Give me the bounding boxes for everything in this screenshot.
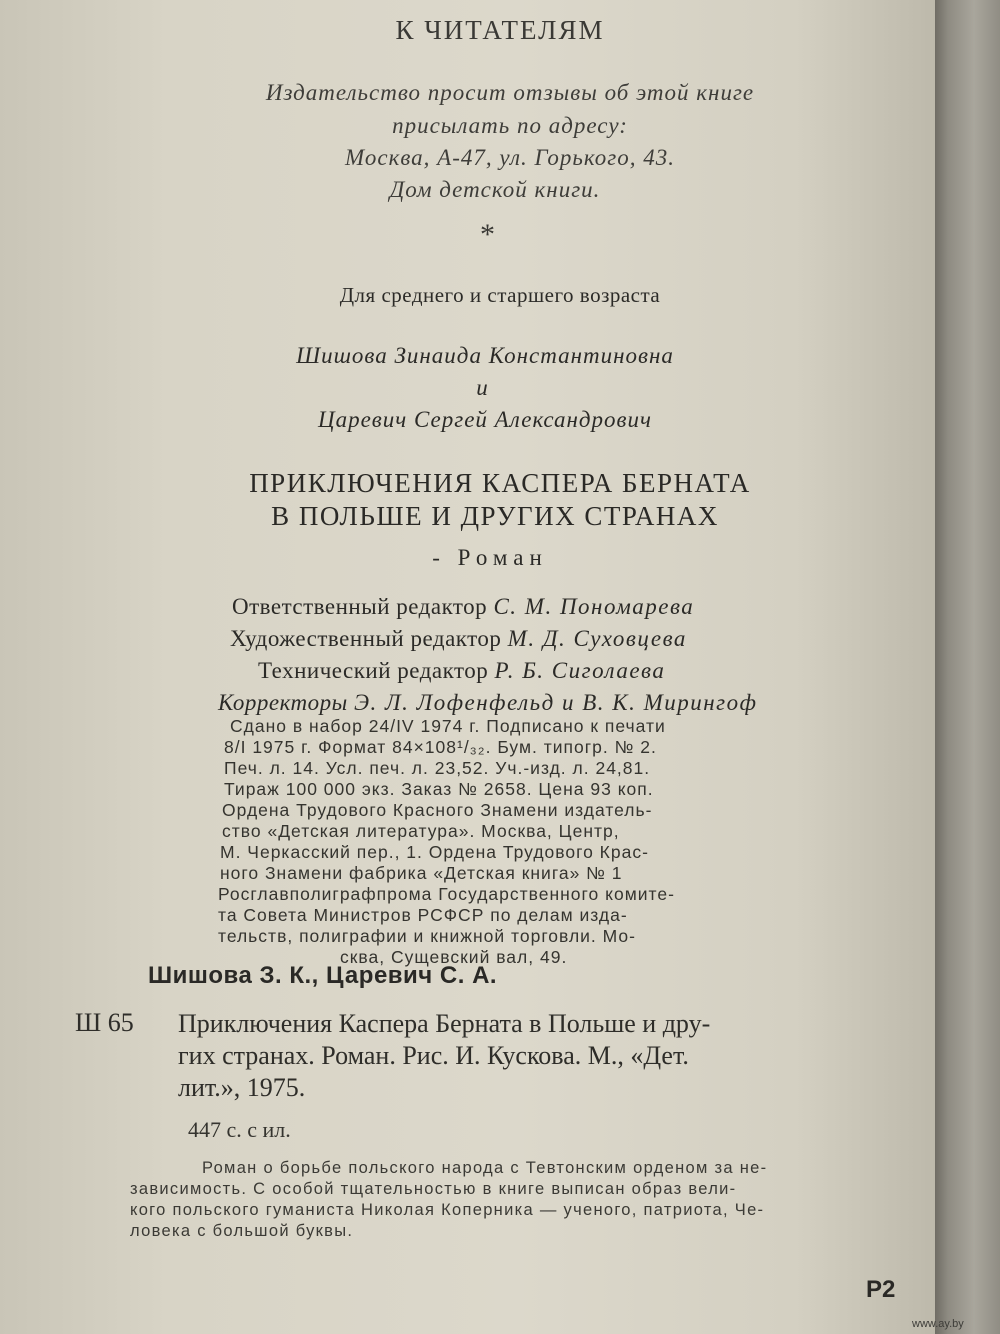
- imprint-line: Ордена Трудового Красного Знамени издатель-: [222, 800, 653, 820]
- editor-name: Э. Л. Лофенфельд и В. К. Мирингоф: [354, 690, 758, 715]
- book-spine-gutter: [935, 0, 1000, 1334]
- watermark: www.ay.by: [912, 1318, 964, 1330]
- catalog-line: лит.», 1975.: [178, 1073, 306, 1102]
- annotation-line: ловека с большой буквы.: [130, 1222, 354, 1240]
- imprint-line: Тираж 100 000 экз. Заказ № 2658. Цена 93 коп.: [224, 779, 654, 799]
- imprint-line: Печ. л. 14. Усл. печ. л. 23,52. Уч.-изд. л. 24,81.: [224, 758, 651, 778]
- author-2: Царевич Сергей Александрович: [317, 407, 653, 432]
- editor-name: Р. Б. Сиголаева: [494, 658, 666, 683]
- annotation: [130, 1158, 767, 1242]
- imprint-line: Росглавполиграфпрома Государственного комите-: [218, 884, 675, 904]
- annotation-line: зависимость. С особой тщательностью в книге выписан образ вели-: [130, 1180, 737, 1198]
- catalog-line: Приключения Каспера Берната в Польше и дру-: [178, 1009, 711, 1038]
- page-count: 447 с. с ил.: [188, 1117, 291, 1142]
- address-line-3: Москва, А-47, ул. Горького, 43.: [345, 145, 675, 170]
- editor-name: С. М. Пономарева: [493, 594, 695, 619]
- editor-art: [230, 626, 687, 652]
- editor-role: Ответственный редактор: [232, 594, 488, 619]
- imprint-line: Сдано в набор 24/IV 1974 г. Подписано к печати: [230, 716, 666, 736]
- catalog-description: [178, 1008, 710, 1104]
- annotation-line: кого польского гуманиста Николая Коперника — ученого, патриота, Че-: [130, 1201, 765, 1219]
- imprint-line: та Совета Министров РСФСР по делам изда-: [218, 905, 628, 925]
- editor-name: М. Д. Суховцева: [507, 626, 687, 651]
- author-conjunction: и: [476, 375, 489, 400]
- readers-heading: К ЧИТАТЕЛЯМ: [395, 15, 605, 45]
- annotation-line: Роман о борьбе польского народа с Тевтонским орденом за не-: [202, 1159, 768, 1177]
- print-code: Р2: [866, 1276, 896, 1303]
- address-line-2: присылать по адресу:: [392, 113, 628, 138]
- catalog-line: гих странах. Роман. Рис. И. Кускова. М., «Дет.: [178, 1041, 689, 1070]
- imprint-line: ство «Детская литература». Москва, Центр,: [222, 821, 620, 841]
- address-line-4: Дом детской книги.: [389, 177, 601, 202]
- proofreaders: [218, 690, 757, 716]
- editor-role: Корректоры: [218, 690, 348, 715]
- imprint-line: ного Знамени фабрика «Детская книга» № 1: [220, 863, 623, 883]
- catalog-authors: Шишова З. К., Царевич С. А.: [148, 962, 498, 989]
- separator-star: *: [480, 218, 495, 251]
- editor-role: Технический редактор: [258, 658, 489, 683]
- address-line-1: Издательство просит отзывы об этой книге: [265, 80, 755, 105]
- imprint-line: тельств, полиграфии и книжной торговли. Мо-: [218, 926, 636, 946]
- editor-role: Художественный редактор: [230, 626, 502, 651]
- editor-technical: [258, 658, 665, 684]
- imprint-line: сква, Сущевский вал, 49.: [340, 947, 568, 967]
- imprint-line: М. Черкасский пер., 1. Ордена Трудового Крас-: [220, 842, 649, 862]
- imprint-block: [218, 716, 675, 968]
- book-title-line-1: ПРИКЛЮЧЕНИЯ КАСПЕРА БЕРНАТА: [249, 468, 751, 498]
- imprint-line: 8/I 1975 г. Формат 84×108¹/₃₂. Бум. типогр. № 2.: [224, 737, 657, 757]
- catalog-code: Ш 65: [75, 1008, 134, 1037]
- editor-responsible: [232, 594, 694, 620]
- genre-label: - Роман: [432, 545, 548, 570]
- book-title-line-2: В ПОЛЬШЕ И ДРУГИХ СТРАНАХ: [271, 501, 719, 531]
- author-1: Шишова Зинаида Константиновна: [296, 343, 674, 368]
- age-note: Для среднего и старшего возраста: [339, 283, 661, 307]
